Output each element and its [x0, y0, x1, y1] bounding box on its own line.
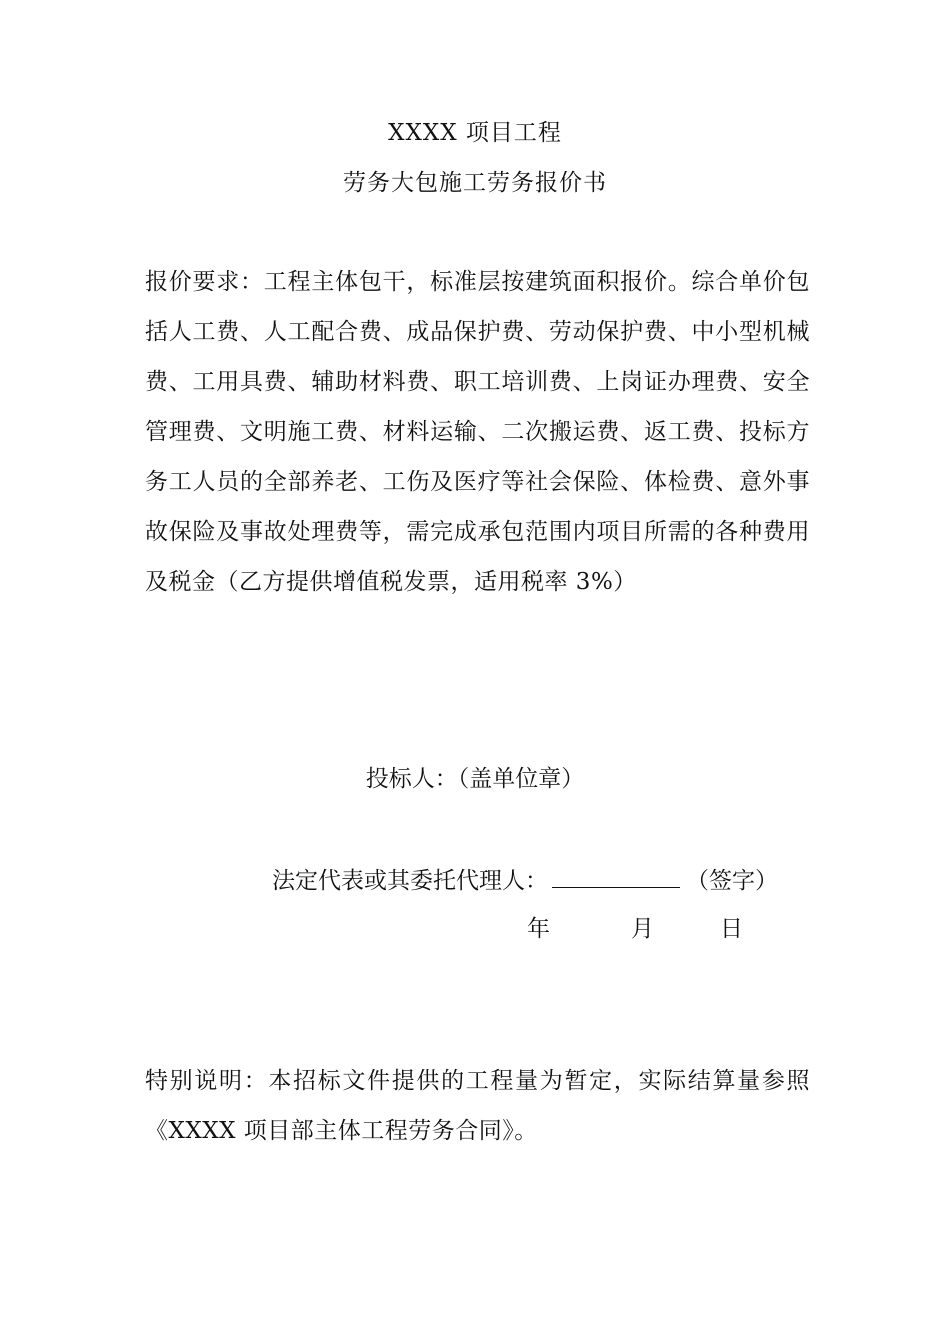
representative-label: 法定代表或其委托代理人： [272, 868, 548, 894]
special-note-paragraph: 特别说明：本招标文件提供的工程量为暂定，实际结算量参照《XXXX 项目部主体工程劳务合同》。 [145, 1068, 810, 1144]
project-title: XXXX 项目工程 [388, 120, 562, 146]
signature-hint: （签字） [686, 868, 778, 894]
date-day-label: 日 [720, 916, 743, 942]
quotation-requirements-paragraph: 报价要求：工程主体包干，标准层按建筑面积报价。综合单价包括人工费、人工配合费、成品保护费、劳动保护费、中小型机械费、工用具费、辅助材料费、职工培训费、上岗证办理费、安全管理费、文明施工费、材料运输、二次搬运费、返工费、投标方务工人员的全部养老、工伤及医疗等社会保险、体检费、意外事故保险及事故处理费等，需完成承包范围内项目所需的各种费用及税金（乙方提供增值税发票，适用税率 3%） [145, 269, 810, 595]
signature-line [552, 865, 680, 888]
date-month-label: 月 [631, 916, 654, 942]
representative-signature-row [272, 865, 778, 896]
date-year-label: 年 [527, 916, 550, 942]
document-title: 劳务大包施工劳务报价书 [343, 170, 607, 196]
bidder-seal-label: 投标人：（盖单位章） [365, 766, 585, 792]
